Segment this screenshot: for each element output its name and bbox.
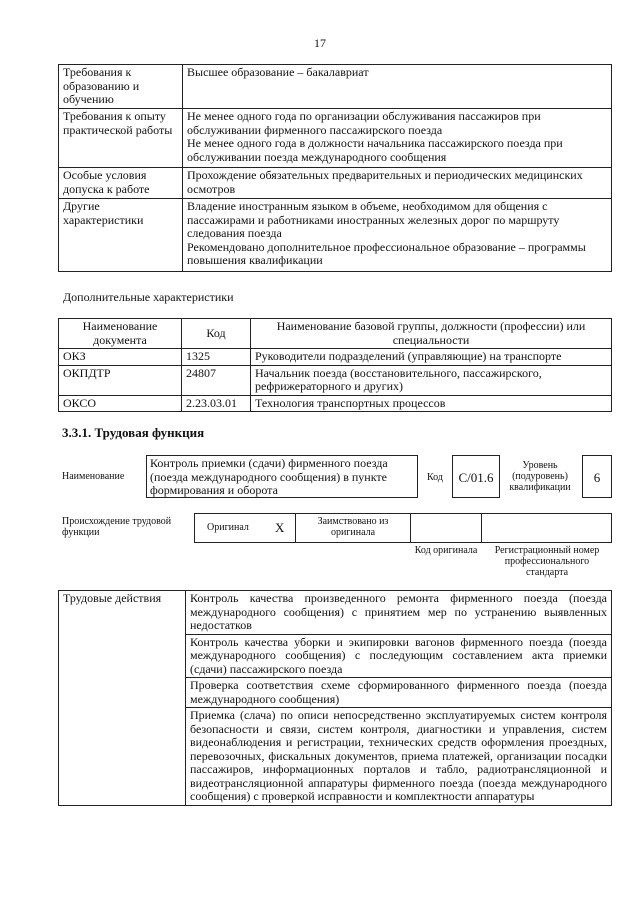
table-row (59, 349, 612, 366)
name-label: Наименование (62, 471, 125, 482)
cell: ОКЗ (59, 349, 182, 366)
row-value (183, 65, 612, 109)
function-name: Контроль приемки (сдачи) фирменного поезда (поезда международного сообщения) в пункте формирования и оборота (146, 455, 418, 498)
table-row (59, 591, 612, 635)
table-row (59, 395, 612, 412)
cell: 2.23.03.01 (182, 395, 251, 412)
requirements-table (58, 64, 612, 272)
table-header-row (59, 319, 612, 349)
header-cell: Код (182, 319, 251, 349)
actions-label: Трудовые действия (59, 591, 186, 806)
borrowed-label: Заимствовано из оригинала (317, 516, 389, 538)
cell: ОКПДТР (59, 365, 182, 395)
action-cell: Контроль качества произведенного ремонта фирменного поезда (поезда международного сообщения) с принятием мер по устранению выявленных недостатков (186, 591, 612, 635)
header-cell: Наименование документа (59, 319, 182, 349)
section-title: 3.3.1. Трудовая функция (62, 425, 205, 440)
value-line: Рекомендовано дополнительное профессиональное образование – программы повышения квалификации (187, 239, 586, 267)
action-cell: Приемка (слача) по описи непосредственно эксплуатируемых систем контроля безопасности и связи, систем контроля, диагностики и управления, систем видеонаблюдения и регистрации, технических средств оформления проездных, перевозочных, фискальных документов, приема платежей, организации посадки пассажиров, информационных порталов и табло, радиотрансляционной и видеотрансляционной аппаратуры фирменного поезда (поезда международного сообщения) с проверкой исправности и комплектности аппаратуры (186, 708, 612, 806)
action-cell: Проверка соответствия схеме сформированного фирменного поезда (поезда международного сообщения) (186, 678, 612, 708)
classifier-table (58, 318, 612, 412)
divider (295, 514, 296, 542)
value-line: Не менее одного года по организации обслуживания пассажиров при обслуживании фирменного пассажирского поезда (187, 109, 541, 137)
cell: Технология транспортных процессов (251, 395, 612, 412)
reg-number-label: Регистрационный номер профессионального стандарта (494, 545, 600, 578)
cell: ОКСО (59, 395, 182, 412)
level-value: 6 (582, 455, 612, 498)
cell: 24807 (182, 365, 251, 395)
action-cell: Контроль качества уборки и экипировки вагонов фирменного поезда (поезда международного сообщения) с последующим составлением акта приемки (сдачи) пассажирского поезда (186, 634, 612, 678)
orig-code-label: Код оригинала (414, 545, 478, 556)
code-label: Код (427, 472, 443, 483)
row-label: Требования к образованию и обучению (59, 65, 183, 109)
row-label: Особые условия допуска к работе (59, 168, 183, 199)
value-line: Высшее образование – бакалавриат (187, 65, 369, 79)
row-label: Требования к опыту практической работы (59, 109, 183, 168)
value-line: Прохождение обязательных предварительных и периодических медицинских осмотров (187, 168, 583, 196)
row-label: Другие характеристики (59, 199, 183, 272)
table-row (59, 168, 612, 199)
original-label: Оригинал (207, 522, 249, 533)
header-cell: Наименование базовой группы, должности (профессии) или специальности (251, 319, 612, 349)
row-value (183, 109, 612, 168)
original-mark: X (275, 520, 285, 535)
cell: 1325 (182, 349, 251, 366)
cell: Начальник поезда (восстановительного, пассажирского, рефрижераторного и других) (251, 365, 612, 395)
cell: Руководители подразделений (управляющие) на транспорте (251, 349, 612, 366)
value-line: Не менее одного года в должности начальника пассажирского поезда при обслуживании поезда международного сообщения (187, 136, 563, 164)
actions-table (58, 590, 612, 806)
table-row (59, 109, 612, 168)
table-row (59, 65, 612, 109)
row-value (183, 168, 612, 199)
value-line: Владение иностранным языком в объеме, необходимом для общения с пассажирами и работниками иностранных железных дорог по маршруту следования поезда (187, 199, 560, 240)
table-row (59, 199, 612, 272)
function-code: C/01.6 (452, 455, 500, 498)
origin-box (194, 513, 612, 543)
origin-label: Происхождение трудовой функции (62, 516, 172, 538)
divider (410, 514, 411, 542)
table-row (59, 365, 612, 395)
divider (481, 514, 482, 542)
page-number: 17 (314, 36, 326, 50)
additional-title: Дополнительные характеристики (63, 290, 234, 304)
level-label: Уровень (подуровень) квалификации (509, 460, 571, 493)
row-value (183, 199, 612, 272)
